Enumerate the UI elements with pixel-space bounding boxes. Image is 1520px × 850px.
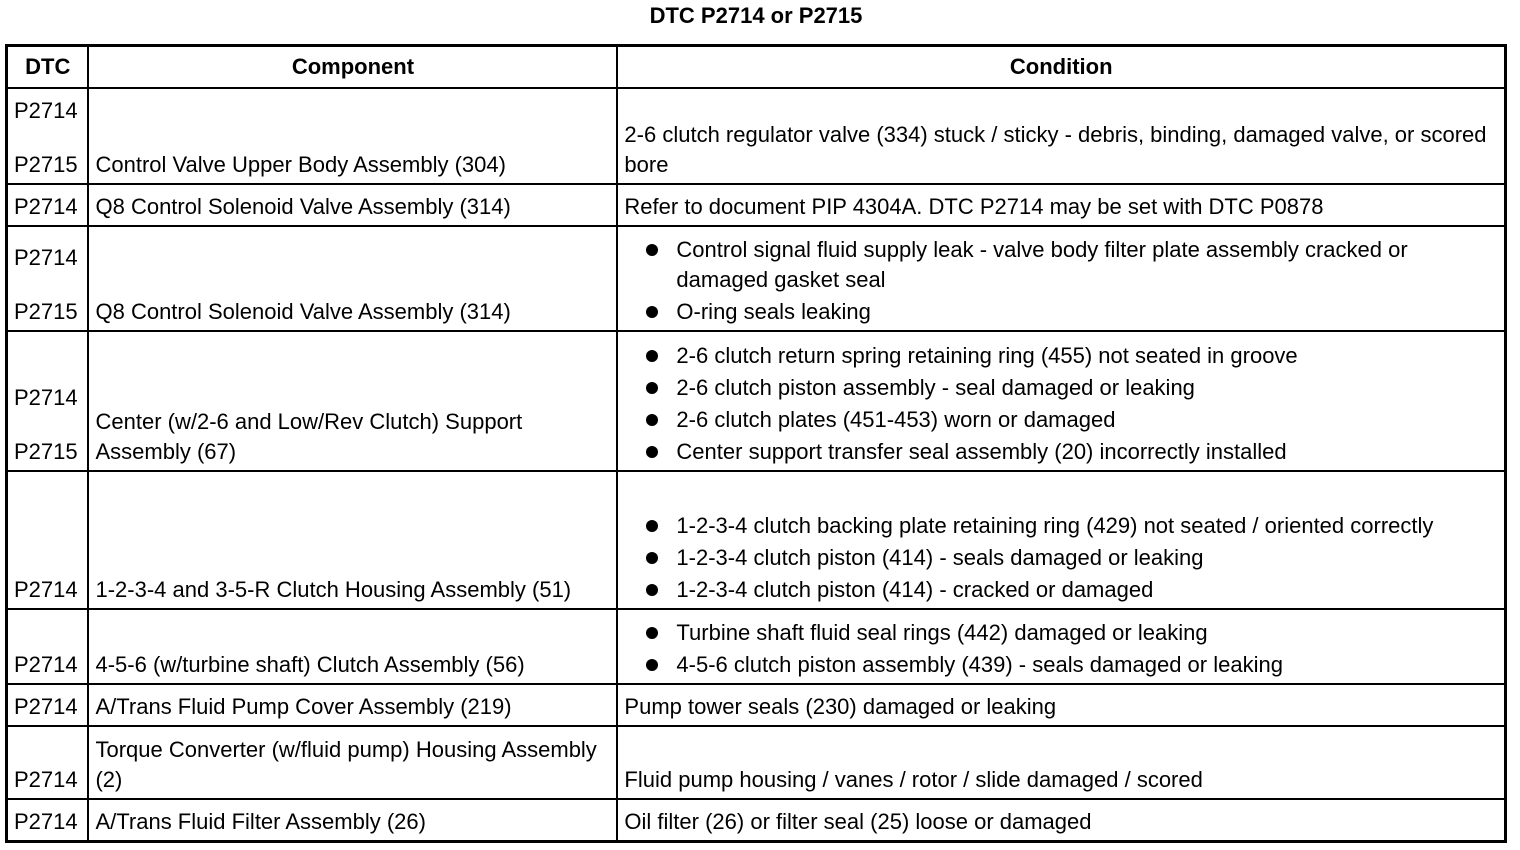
dtc-code: P2715: [14, 152, 78, 177]
dtc-cell: [7, 226, 89, 331]
condition-cell: Oil filter (26) or filter seal (25) loose or damaged: [617, 799, 1505, 841]
component-cell: 1-2-3-4 and 3-5-R Clutch Housing Assembly (51): [88, 471, 617, 609]
dtc-cell: [7, 609, 89, 684]
bullet-icon: [646, 350, 658, 362]
dtc-code: P2714: [14, 245, 78, 270]
condition-item: 2-6 clutch return spring retaining ring (455) not seated in groove: [646, 341, 1498, 371]
component-cell: Q8 Control Solenoid Valve Assembly (314): [88, 226, 617, 331]
condition-cell: 2-6 clutch regulator valve (334) stuck / sticky - debris, binding, damaged valve, or scored bore: [617, 88, 1505, 184]
table-row: [7, 88, 1506, 184]
table-row: [7, 471, 1506, 609]
dtc-code: P2714: [14, 194, 78, 219]
component-cell: A/Trans Fluid Pump Cover Assembly (219): [88, 684, 617, 726]
dtc-cell: [7, 331, 89, 471]
dtc-code: P2714: [14, 808, 78, 834]
condition-cell: [617, 471, 1505, 609]
dtc-code: P2714: [14, 385, 78, 410]
condition-list: [624, 511, 1498, 605]
condition-list: [624, 618, 1498, 680]
bullet-icon: [646, 244, 658, 256]
dtc-cell: [7, 471, 89, 609]
header-dtc: DTC: [7, 46, 89, 89]
condition-item: Center support transfer seal assembly (20) incorrectly installed: [646, 437, 1498, 467]
dtc-code: P2714: [14, 98, 78, 123]
dtc-code: P2714: [14, 694, 78, 719]
condition-cell: Fluid pump housing / vanes / rotor / slide damaged / scored: [617, 726, 1505, 799]
dtc-code: P2715: [14, 299, 78, 324]
condition-cell: Refer to document PIP 4304A. DTC P2714 may be set with DTC P0878: [617, 184, 1505, 226]
condition-cell: [617, 609, 1505, 684]
dtc-code: P2714: [14, 652, 78, 677]
header-row: [7, 46, 1506, 89]
table-row: [7, 726, 1506, 799]
condition-item: 1-2-3-4 clutch backing plate retaining ring (429) not seated / oriented correctly: [646, 511, 1498, 541]
bullet-icon: [646, 306, 658, 318]
condition-cell: [617, 331, 1505, 471]
bullet-icon: [646, 584, 658, 596]
header-condition: Condition: [617, 46, 1505, 89]
bullet-icon: [646, 382, 658, 394]
component-cell: Torque Converter (w/fluid pump) Housing Assembly (2): [88, 726, 617, 799]
table-row: [7, 684, 1506, 726]
dtc-cell: [7, 88, 89, 184]
condition-item: 2-6 clutch piston assembly - seal damaged or leaking: [646, 373, 1498, 403]
header-component: Component: [88, 46, 617, 89]
bullet-icon: [646, 414, 658, 426]
condition-cell: Pump tower seals (230) damaged or leaking: [617, 684, 1505, 726]
condition-item: 4-5-6 clutch piston assembly (439) - seals damaged or leaking: [646, 650, 1498, 680]
page-title: DTC P2714 or P2715: [649, 3, 863, 28]
bullet-icon: [646, 446, 658, 458]
bullet-icon: [646, 659, 658, 671]
table-row: [7, 331, 1506, 471]
condition-list: [624, 235, 1498, 327]
table-row: [7, 226, 1506, 331]
table-row: [7, 799, 1506, 841]
condition-item: 1-2-3-4 clutch piston (414) - cracked or damaged: [646, 575, 1498, 605]
table-row: [7, 609, 1506, 684]
dtc-code: P2714: [14, 767, 78, 792]
dtc-code: P2714: [14, 577, 78, 602]
condition-item: 1-2-3-4 clutch piston (414) - seals damaged or leaking: [646, 543, 1498, 573]
table-row: [7, 184, 1506, 226]
condition-list: [624, 341, 1498, 467]
dtc-cell: [7, 726, 89, 799]
bullet-icon: [646, 520, 658, 532]
component-cell: Control Valve Upper Body Assembly (304): [88, 88, 617, 184]
dtc-code: P2715: [14, 439, 78, 464]
dtc-cell: [7, 184, 89, 226]
dtc-cell: [7, 799, 89, 841]
dtc-table: [5, 44, 1507, 843]
condition-item: Control signal fluid supply leak - valve body filter plate assembly cracked or damaged gasket seal: [646, 235, 1498, 295]
condition-item: 2-6 clutch plates (451-453) worn or damaged: [646, 405, 1498, 435]
bullet-icon: [646, 627, 658, 639]
condition-item: O-ring seals leaking: [646, 297, 1498, 327]
component-cell: Q8 Control Solenoid Valve Assembly (314): [88, 184, 617, 226]
bullet-icon: [646, 552, 658, 564]
condition-cell: [617, 226, 1505, 331]
component-cell: A/Trans Fluid Filter Assembly (26): [88, 799, 617, 841]
dtc-cell: [7, 684, 89, 726]
component-cell: Center (w/2-6 and Low/Rev Clutch) Support Assembly (67): [88, 331, 617, 471]
condition-item: Turbine shaft fluid seal rings (442) damaged or leaking: [646, 618, 1498, 648]
component-cell: 4-5-6 (w/turbine shaft) Clutch Assembly (56): [88, 609, 617, 684]
